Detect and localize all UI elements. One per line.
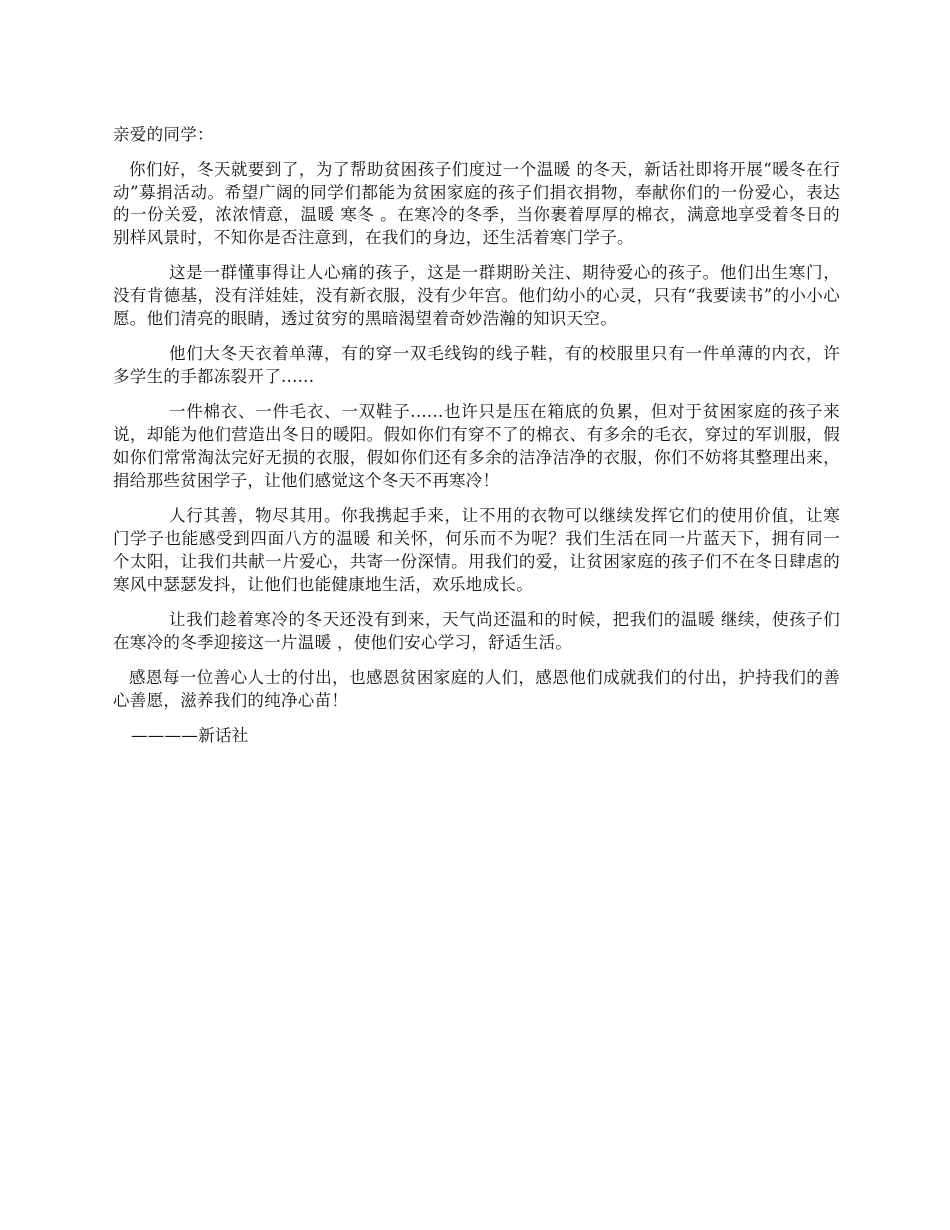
paragraph-1: 你们好，冬天就要到了，为了帮助贫困孩子们度过一个温暖 的冬天，新话社即将开展“暖冬在行动”募捐活动。希望广阔的同学们都能为贫困家庭的孩子们捐衣捐物，奉献你们的一份爱心，表达的一份关爱，浓浓情意，温暖 寒冬 。在寒冷的冬季，当你裹着厚厚的棉衣，满意地享受着冬日的别样风景时，不知你是否注意到，在我们的身边，还生活着寒门学子。	[113, 159, 840, 248]
signature: ————新话社	[131, 726, 249, 746]
paragraph-2: 这是一群懂事得让人心痛的孩子，这是一群期盼关注、期待爱心的孩子。他们出生寒门，没有肯德基，没有洋娃娃，没有新衣服，没有少年宫。他们幼小的心灵，只有“我要读书”的小小心愿。他们清亮的眼睛，透过贫穷的黑暗渴望着奇妙浩瀚的知识天空。	[113, 263, 840, 329]
paragraph-7: 感恩每一位善心人士的付出，也感恩贫困家庭的人们，感恩他们成就我们的付出，护持我们的善心善愿，滋养我们的纯净心苗！	[113, 667, 840, 710]
paragraph-4: 一件棉衣、一件毛衣、一双鞋子......也许只是压在箱底的负累，但对于贫困家庭的孩子来说，却能为他们营造出冬日的暖阳。假如你们有穿不了的棉衣、有多余的毛衣，穿过的军训服，假如你们常常淘汰完好无损的衣服，假如你们还有多余的洁净洁净的衣服，你们不妨将其整理出来，捐给那些贫困学子，让他们感觉这个冬天不再寒冷！	[113, 402, 840, 490]
greeting: 亲爱的同学：	[113, 125, 214, 144]
paragraph-3: 他们大冬天衣着单薄，有的穿一双毛线钩的线子鞋，有的校服里只有一件单薄的内衣，许多学生的手都冻裂开了......	[113, 344, 840, 387]
paragraph-5: 人行其善，物尽其用。你我携起手来，让不用的衣物可以继续发挥它们的使用价值，让寒门学子也能感受到四面八方的温暖 和关怀，何乐而不为呢？我们生活在同一片蓝天下，拥有同一个太阳，让我们共献一片爱心，共寄一份深情。用我们的爱，让贫困家庭的孩子们不在冬日肆虐的寒风中瑟瑟发抖，让他们也能健康地生活，欢乐地成长。	[113, 506, 840, 594]
letter-body	[113, 124, 840, 760]
paragraph-6: 让我们趁着寒冷的冬天还没有到来，天气尚还温和的时候，把我们的温暖 继续，使孩子们在寒冷的冬季迎接这一片温暖 ，使他们安心学习，舒适生活。	[113, 609, 840, 652]
